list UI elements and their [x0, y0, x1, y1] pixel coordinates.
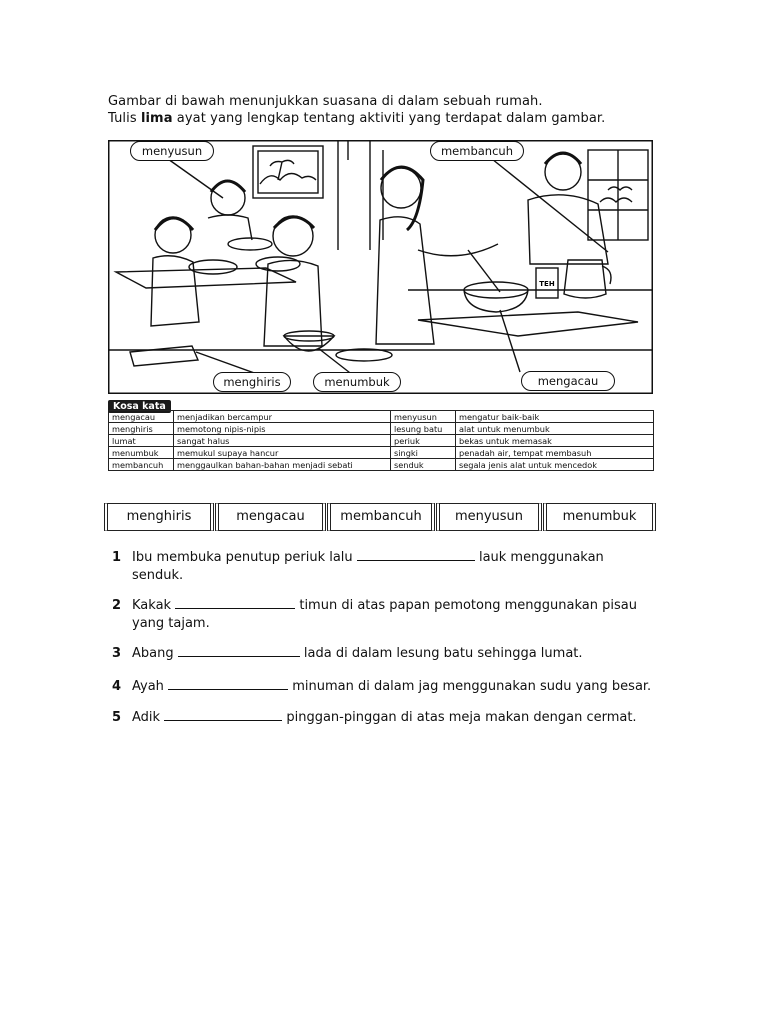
question-number: 3 [112, 646, 122, 661]
answer-blank[interactable] [357, 549, 475, 561]
vocab-word: senduk [391, 459, 456, 471]
instruction-line-1: Gambar di bawah menunjukkan suasana di dalam sebuah rumah. [108, 94, 543, 109]
word-bank-item: menumbuk [543, 503, 656, 531]
vocab-meaning: sangat halus [174, 435, 391, 447]
word-bank [104, 503, 656, 531]
question-pre: Kakak [132, 598, 172, 613]
question-number: 5 [112, 710, 122, 725]
instruction-bold-word: lima [140, 111, 173, 126]
vocab-meaning: menggaulkan bahan-bahan menjadi sebati [174, 459, 391, 471]
question-post: timun di atas papan pemotong menggunakan pisau [299, 598, 637, 613]
vocab-meaning: mengatur baik-baik [456, 411, 654, 423]
answer-blank[interactable] [175, 597, 295, 609]
kitchen-scene-illustration [108, 140, 653, 394]
word-bank-item: mengacau [215, 503, 326, 531]
question-text [132, 597, 637, 615]
vocabulary-grid [108, 410, 654, 471]
question-pre: Adik [132, 710, 161, 725]
question-post: lauk menggunakan [478, 550, 604, 565]
callout-menumbuk: menumbuk [313, 372, 401, 392]
vocab-word: lumat [109, 435, 174, 447]
answer-blank[interactable] [178, 645, 300, 657]
vocabulary-row [109, 459, 654, 471]
word-bank-item: menghiris [104, 503, 214, 531]
answer-blank[interactable] [164, 709, 282, 721]
question-post: lada di dalam lesung batu sehingga lumat. [303, 646, 583, 661]
question-continuation: yang tajam. [132, 616, 210, 631]
question-number: 4 [112, 679, 122, 694]
vocab-meaning: memukul supaya hancur [174, 447, 391, 459]
vocab-word: lesung batu [391, 423, 456, 435]
instruction-line-2-end: ayat yang lengkap tentang aktiviti yang terdapat dalam gambar. [172, 111, 606, 126]
answer-blank[interactable] [168, 678, 288, 690]
vocab-meaning: alat untuk menumbuk [456, 423, 654, 435]
vocab-meaning: penadah air, tempat membasuh [456, 447, 654, 459]
question-pre: Ayah [132, 679, 164, 694]
instruction-line-2-start: Tulis [108, 111, 141, 126]
vocab-word: menumbuk [109, 447, 174, 459]
vocab-word: menghiris [109, 423, 174, 435]
vocab-meaning: memotong nipis-nipis [174, 423, 391, 435]
vocab-word: singki [391, 447, 456, 459]
vocabulary-row [109, 423, 654, 435]
callout-menyusun: menyusun [130, 141, 214, 161]
vocabulary-row [109, 435, 654, 447]
question-pre: Abang [132, 646, 174, 661]
tin-label: TEH [539, 280, 555, 288]
question-number: 2 [112, 598, 122, 613]
question-continuation: senduk. [132, 568, 184, 583]
vocab-word: mengacau [109, 411, 174, 423]
vocab-word: menyusun [391, 411, 456, 423]
question-post: pinggan-pinggan di atas meja makan dengan cermat. [286, 710, 637, 725]
vocab-word: periuk [391, 435, 456, 447]
kitchen-scene-drawing [108, 140, 653, 394]
vocabulary-row [109, 411, 654, 423]
vocab-meaning: segala jenis alat untuk mencedok [456, 459, 654, 471]
word-bank-item: membancuh [327, 503, 435, 531]
callout-mengacau: mengacau [521, 371, 615, 391]
question-number: 1 [112, 550, 122, 565]
vocab-word: membancuh [109, 459, 174, 471]
question-text [132, 645, 583, 663]
vocab-meaning: menjadikan bercampur [174, 411, 391, 423]
instruction-line-2 [108, 111, 605, 126]
callout-membancuh: membancuh [430, 141, 524, 161]
question-pre: Ibu membuka penutup periuk lalu [132, 550, 353, 565]
word-bank-item: menyusun [436, 503, 542, 531]
vocabulary-heading: Kosa kata [108, 400, 171, 413]
question-post: minuman di dalam jag menggunakan sudu yang besar. [292, 679, 652, 694]
question-text [132, 678, 651, 696]
question-text [132, 549, 604, 567]
callout-menghiris: menghiris [213, 372, 291, 392]
vocabulary-row [109, 447, 654, 459]
question-text [132, 709, 637, 727]
vocab-meaning: bekas untuk memasak [456, 435, 654, 447]
